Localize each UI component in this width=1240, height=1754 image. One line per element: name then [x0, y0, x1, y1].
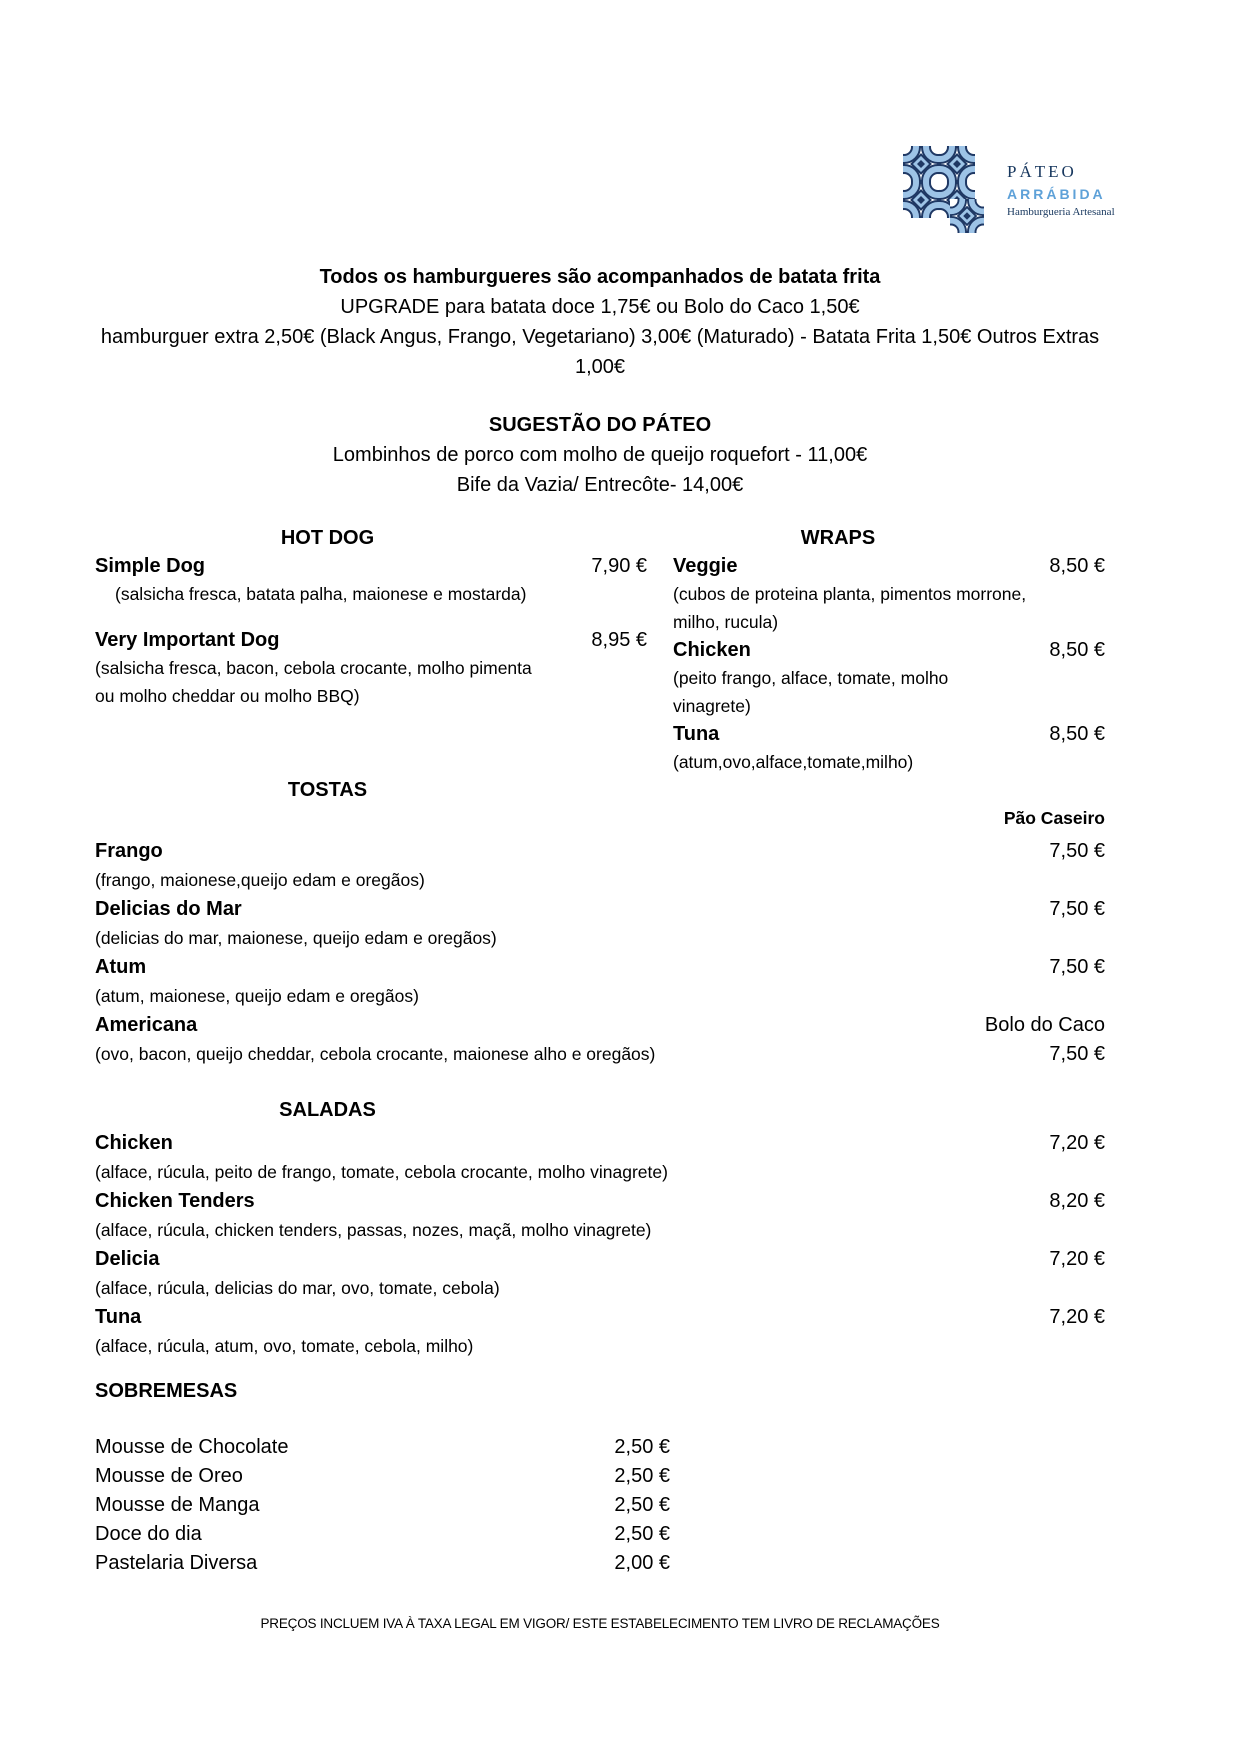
item-description: (alface, rúcula, atum, ovo, tomate, cebola, milho): [95, 1336, 474, 1356]
menu-item-row: [673, 720, 1105, 748]
section-title-sugestao: SUGESTÃO DO PÁTEO: [488, 414, 712, 436]
item-name: Frango: [95, 840, 163, 862]
intro-line-4: 1,00€: [574, 356, 626, 378]
item-price: 7,50 €: [1049, 840, 1105, 862]
section-title-tostas: TOSTAS: [287, 779, 368, 801]
item-name: Mousse de Chocolate: [95, 1436, 289, 1458]
suggestion-item: Bife da Vazia/ Entrecôte- 14,00€: [456, 474, 744, 496]
suggestion-item: Lombinhos de porco com molho de queijo roquefort - 11,00€: [332, 444, 868, 466]
item-price: 7,20 €: [1049, 1248, 1105, 1270]
intro-line-2: UPGRADE para batata doce 1,75€ ou Bolo do Caco 1,50€: [340, 296, 860, 318]
logo-brand: ARRÁBIDA: [1007, 186, 1106, 202]
bread-label: Pão Caseiro: [1003, 808, 1105, 828]
saladas-rows: [95, 1129, 1105, 1361]
item-name: Delicia: [95, 1248, 160, 1270]
logo: [903, 146, 1115, 234]
logo-tagline: Hamburgueria Artesanal: [1007, 206, 1115, 218]
section-title-saladas: SALADAS: [279, 1099, 376, 1121]
item-name: Delicias do Mar: [95, 898, 242, 920]
azulejo-tiles-icon: [903, 146, 991, 234]
section-sobremesas: [95, 1380, 1105, 1578]
item-description: (delicias do mar, maionese, queijo edam e oregãos): [95, 928, 497, 948]
item-description: (peito frango, alface, tomate, molho: [673, 668, 949, 688]
item-price: 7,50 €: [1049, 956, 1105, 978]
item-description: (salsicha fresca, bacon, cebola crocante, molho pimenta: [95, 658, 532, 678]
item-name: Mousse de Manga: [95, 1494, 260, 1516]
item-price: 7,90 €: [591, 555, 647, 577]
item-description: (frango, maionese,queijo edam e oregãos): [95, 870, 425, 890]
item-price: 8,50 €: [1049, 555, 1105, 577]
item-description: ou molho cheddar ou molho BBQ): [95, 686, 360, 706]
menu-item-row: [95, 1040, 1105, 1069]
item-name: Pastelaria Diversa: [95, 1552, 258, 1574]
logo-name: PÁTEO: [1007, 162, 1077, 181]
footer-note: PREÇOS INCLUEM IVA À TAXA LEGAL EM VIGOR/ ESTE ESTABELECIMENTO TEM LIVRO DE RECLAMAÇÕES: [260, 1616, 940, 1631]
menu-item-row: [95, 1491, 670, 1520]
menu-item-row: [95, 1549, 670, 1578]
menu-item-row: [95, 1462, 670, 1491]
item-description: (atum, maionese, queijo edam e oregãos): [95, 986, 419, 1006]
item-description: (atum,ovo,alface,tomate,milho): [673, 752, 914, 772]
section-wraps: [673, 524, 1105, 776]
tostas-rows: [95, 837, 1105, 1069]
logo-text: [1007, 162, 1115, 218]
item-name: Chicken: [673, 639, 751, 661]
item-name: Americana: [95, 1014, 198, 1036]
menu-item-row: [95, 1520, 670, 1549]
item-name: Chicken Tenders: [95, 1190, 255, 1212]
item-name: Chicken: [95, 1132, 173, 1154]
menu-item-row: [95, 1433, 670, 1462]
item-price: 7,20 €: [1049, 1306, 1105, 1328]
columns-hotdog-wraps: [95, 524, 1105, 776]
item-name: Tuna: [95, 1306, 142, 1328]
item-description: (alface, rúcula, delicias do mar, ovo, tomate, cebola): [95, 1278, 500, 1298]
menu-item-row: [673, 636, 1105, 664]
intro-notes: [95, 262, 1105, 382]
item-price: 2,00 €: [614, 1552, 670, 1574]
item-name: Atum: [95, 956, 147, 978]
menu-item-row: [95, 837, 1105, 866]
menu-item-row: [95, 1245, 1105, 1274]
item-price: 2,50 €: [614, 1494, 670, 1516]
item-description: milho, rucula): [673, 612, 779, 632]
section-title-wraps: WRAPS: [800, 527, 876, 549]
item-price: 2,50 €: [614, 1465, 670, 1487]
item-price: 8,95 €: [591, 629, 647, 651]
item-price: 7,20 €: [1049, 1132, 1105, 1154]
intro-line-1: Todos os hamburgueres são acompanhados de batata frita: [319, 266, 881, 288]
item-description: (alface, rúcula, peito de frango, tomate, cebola crocante, molho vinagrete): [95, 1162, 668, 1182]
bread-label: Bolo do Caco: [984, 1014, 1105, 1036]
item-name: Mousse de Oreo: [95, 1465, 243, 1487]
item-price: 8,50 €: [1049, 723, 1105, 745]
menu-item-row: [95, 626, 647, 654]
item-price: 2,50 €: [614, 1523, 670, 1545]
item-price: 2,50 €: [614, 1436, 670, 1458]
section-title-sobremesas: SOBREMESAS: [95, 1380, 238, 1402]
item-description: (salsicha fresca, batata palha, maionese e mostarda): [115, 584, 527, 604]
item-description: (cubos de proteina planta, pimentos morrone,: [673, 584, 1027, 604]
item-price: 8,20 €: [1049, 1190, 1105, 1212]
menu-item-row: [95, 1187, 1105, 1216]
menu-item-row: [95, 895, 1105, 924]
item-name: Tuna: [673, 723, 720, 745]
dessert-rows: [95, 1433, 670, 1578]
item-price: 7,50 €: [1049, 1043, 1105, 1065]
section-saladas: [95, 1096, 1105, 1361]
item-price: 7,50 €: [1049, 898, 1105, 920]
menu-item-row: [95, 1129, 1105, 1158]
section-sugestao: [95, 410, 1105, 500]
item-description: (alface, rúcula, chicken tenders, passas, nozes, maçã, molho vinagrete): [95, 1220, 652, 1240]
menu-item-row: [95, 552, 647, 580]
item-name: Very Important Dog: [95, 629, 280, 651]
section-tostas: [95, 776, 1105, 1069]
item-name: Simple Dog: [95, 555, 206, 577]
item-price: 8,50 €: [1049, 639, 1105, 661]
menu-item-row: [95, 1303, 1105, 1332]
item-description: (ovo, bacon, queijo cheddar, cebola crocante, maionese alho e oregãos): [95, 1044, 656, 1064]
item-name: Doce do dia: [95, 1523, 202, 1545]
menu-item-row: [673, 552, 1105, 580]
item-description: vinagrete): [673, 696, 751, 716]
menu-item-row: [95, 1011, 1105, 1040]
intro-line-3: hamburguer extra 2,50€ (Black Angus, Frango, Vegetariano) 3,00€ (Maturado) - Batata Frita 1,50€ Outros Extras: [100, 326, 1100, 348]
section-title-hot-dog: HOT DOG: [280, 527, 375, 549]
section-hot-dog: [95, 524, 647, 776]
item-name: Veggie: [673, 555, 738, 577]
menu-item-row: [95, 953, 1105, 982]
